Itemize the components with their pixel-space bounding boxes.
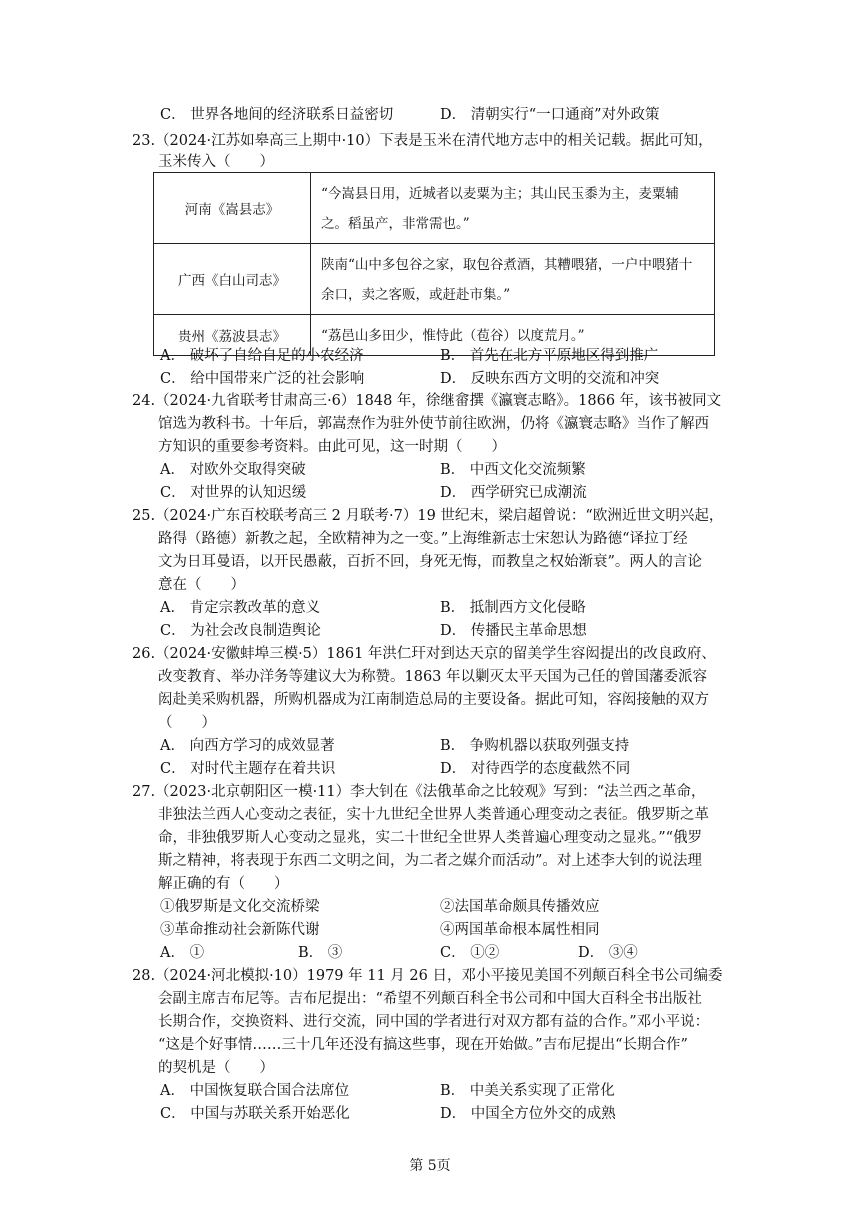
q27-statement-2: ②法国革命颇具传播效应 bbox=[440, 899, 600, 915]
q26-option-d[interactable]: D． 对待西学的态度截然不同 bbox=[440, 761, 631, 777]
q26-stem-line2: 改变教育、举办洋务等建议大为称赞。1863 年以剿灭太平天国为己任的曾国藩委派容 bbox=[158, 669, 708, 685]
q25-option-b[interactable]: B． 抵制西方文化侵略 bbox=[440, 600, 586, 616]
q23-option-b[interactable]: B． 首先在北方平原地区得到推广 bbox=[440, 348, 659, 364]
q27-option-a[interactable]: A． ① bbox=[160, 945, 205, 961]
q27-statement-4: ④两国革命根本属性相同 bbox=[440, 922, 600, 938]
q28-option-a[interactable]: A． 中国恢复联合国合法席位 bbox=[160, 1083, 350, 1099]
q27-statement-3: ③革命推动社会新陈代谢 bbox=[160, 922, 320, 938]
q26-option-c[interactable]: C． 对时代主题存在着共识 bbox=[160, 761, 336, 777]
q25-stem-line3: 文为日耳曼语，以开民愚蔽，百折不回，身死无悔，而教皇之权始渐衰”。两人的言论 bbox=[158, 554, 702, 570]
q23-option-d[interactable]: D． 反映东西方文明的交流和冲突 bbox=[440, 371, 660, 387]
q24-stem-line1: 24.（2024·九省联考甘肃高三·6）1848 年，徐继畲撰《瀛寰志略》。1866 年，该书被同文 bbox=[132, 393, 722, 409]
q26-option-a[interactable]: A． 向西方学习的成效显著 bbox=[160, 738, 335, 754]
q28-option-c[interactable]: C． 中国与苏联关系开始恶化 bbox=[160, 1106, 350, 1122]
q23-stem-line1: 23.（2024·江苏如皋高三上期中·10）下表是玉米在清代地方志中的相关记载。据此可知， bbox=[132, 133, 713, 149]
page-number: 第 5页 bbox=[409, 1158, 451, 1174]
prev-option-c[interactable]: C． 世界各地间的经济联系日益密切 bbox=[160, 107, 394, 123]
q27-stem-line1: 27.（2023·北京朝阳区一模·11）李大钊在《法俄革命之比较观》写到：“法兰西之革命， bbox=[132, 784, 706, 800]
q24-option-a[interactable]: A． 对欧外交取得突破 bbox=[160, 462, 306, 478]
q24-option-c[interactable]: C． 对世界的认知迟缓 bbox=[160, 485, 307, 501]
q27-stem-line5: 解正确的有（ ） bbox=[158, 876, 289, 892]
q28-stem-line3: 长期合作，交换资料、进行交流，同中国的学者进行对双方都有益的合作。”邓小平说： bbox=[158, 1014, 710, 1030]
q24-option-b[interactable]: B． 中西文化交流频繁 bbox=[440, 462, 586, 478]
table-text-cell: “荔邑山多田少，惟恃此（苞谷）以度荒月。” bbox=[311, 315, 715, 356]
table-source-cell: 河南《嵩县志》 bbox=[154, 173, 311, 244]
q24-stem-line3: 方知识的重要参考资料。由此可见，这一时期（ ） bbox=[158, 439, 506, 455]
q23-records-table bbox=[153, 172, 715, 356]
table-text-cell: 陕南“山中多包谷之家，取包谷煮酒，其糟喂猪，一户中喂猪十余口，卖之客贩，或赶赴市集。” bbox=[311, 244, 715, 315]
q23-option-c[interactable]: C． 给中国带来广泛的社会影响 bbox=[160, 371, 365, 387]
q25-option-d[interactable]: D． 传播民主革命思想 bbox=[440, 623, 587, 639]
q27-option-c[interactable]: C． ①② bbox=[440, 945, 500, 961]
q26-stem-line3: 闳赴美采购机器，所购机器成为江南制造总局的主要设备。据此可知，容闳接触的双方 bbox=[158, 692, 709, 708]
q28-option-b[interactable]: B． 中美关系实现了正常化 bbox=[440, 1083, 615, 1099]
q28-stem-line1: 28.（2024·河北模拟·10）1979 年 11 月 26 日，邓小平接见美国不列颠百科全书公司编委 bbox=[132, 968, 723, 984]
table-row bbox=[154, 244, 715, 315]
q28-stem-line2: 会副主席吉布尼等。吉布尼提出：“希望不列颠百科全书公司和中国大百科全书出版社 bbox=[158, 991, 702, 1007]
q28-stem-line4: “这是个好事情……三十几年还没有搞这些事，现在开始做。”吉布尼提出“长期合作” bbox=[158, 1037, 688, 1053]
q27-statement-1: ①俄罗斯是文化交流桥梁 bbox=[160, 899, 320, 915]
q25-option-a[interactable]: A． 肯定宗教改革的意义 bbox=[160, 600, 321, 616]
q27-option-b[interactable]: B． ③ bbox=[298, 945, 343, 961]
q23-stem-line2: 玉米传入（ ） bbox=[158, 154, 274, 170]
q27-option-d[interactable]: D． ③④ bbox=[578, 945, 638, 961]
q27-stem-line2: 非独法兰西人心变动之表征，实十九世纪全世界人类普通心理变动之表征。俄罗斯之革 bbox=[158, 807, 709, 823]
q25-stem-line4: 意在（ ） bbox=[158, 577, 245, 593]
q23-option-a[interactable]: A． 破坏了自给自足的小农经济 bbox=[160, 348, 364, 364]
q25-option-c[interactable]: C． 为社会改良制造舆论 bbox=[160, 623, 321, 639]
q27-stem-line4: 斯之精神，将表现于东西二文明之间，为二者之媒介而活动”。对上述李大钊的说法理 bbox=[158, 853, 702, 869]
prev-option-d[interactable]: D． 清朝实行“一口通商”对外政策 bbox=[440, 107, 660, 123]
table-text-cell: “今嵩县日用，近城者以麦粟为主；其山民玉黍为主，麦粟辅之。稻虽产，非常需也。” bbox=[311, 173, 715, 244]
q25-stem-line1: 25.（2024·广东百校联考高三 2 月联考·7）19 世纪末，梁启超曾说：“欧洲近世文明兴起， bbox=[132, 508, 724, 524]
q24-stem-line2: 馆选为教科书。十年后，郭嵩焘作为驻外使节前往欧洲，仍将《瀛寰志略》当作了解西 bbox=[158, 416, 709, 432]
q28-option-d[interactable]: D． 中国全方位外交的成熟 bbox=[440, 1106, 616, 1122]
q25-stem-line2: 路得（路德）新教之起，全欧精神为之一变。”上海维新志士宋恕认为路德“译拉丁经 bbox=[158, 531, 688, 547]
q26-stem-line4: （ ） bbox=[158, 715, 216, 731]
table-source-cell: 贵州《荔波县志》 bbox=[154, 315, 311, 356]
q26-option-b[interactable]: B． 争购机器以获取列强支持 bbox=[440, 738, 630, 754]
table-source-cell: 广西《白山司志》 bbox=[154, 244, 311, 315]
q27-stem-line3: 命，非独俄罗斯人心变动之显兆，实二十世纪全世界人类普遍心理变动之显兆。”“俄罗 bbox=[158, 830, 703, 846]
q24-option-d[interactable]: D． 西学研究已成潮流 bbox=[440, 485, 587, 501]
q26-stem-line1: 26.（2024·安徽蚌埠三模·5）1861 年洪仁玕对到达天京的留美学生容闳提出的改良政府、 bbox=[132, 646, 716, 662]
q28-stem-line5: 的契机是（ ） bbox=[158, 1060, 274, 1076]
table-row bbox=[154, 173, 715, 244]
